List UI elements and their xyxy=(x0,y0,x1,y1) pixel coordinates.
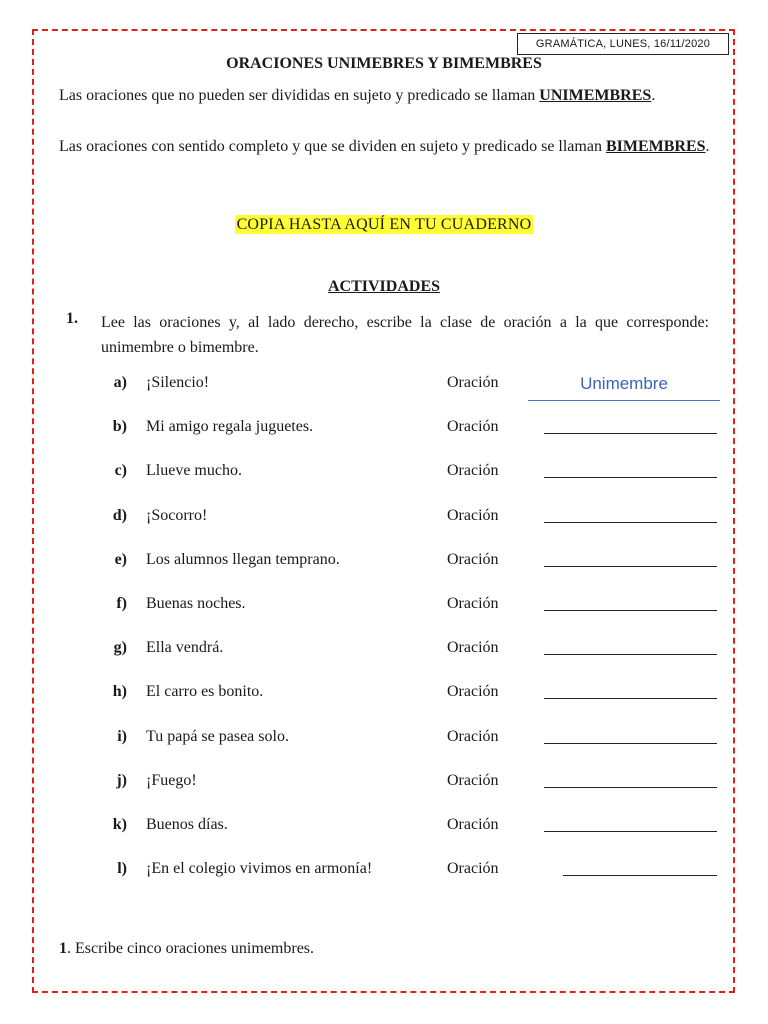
exercise-letter: e) xyxy=(114,551,127,568)
exercise-row xyxy=(0,728,768,750)
exercise-row xyxy=(0,860,768,882)
exercise-letter: k) xyxy=(112,816,127,833)
oracion-label: Oración xyxy=(447,418,499,435)
exercise-sentence: Buenas noches. xyxy=(146,595,246,612)
oracion-label: Oración xyxy=(447,772,499,789)
exercise-sentence: ¡Socorro! xyxy=(146,507,208,524)
oracion-label: Oración xyxy=(447,639,499,656)
exercise-letter: d) xyxy=(112,507,127,524)
answer-blank-line[interactable] xyxy=(544,654,717,655)
exercise-letter: h) xyxy=(112,683,127,700)
definition-punct: . xyxy=(705,138,710,155)
oracion-label: Oración xyxy=(447,551,499,568)
exercise-letter: l) xyxy=(117,860,127,877)
page-title: ORACIONES UNIMEBRES Y BIMEMBRES xyxy=(226,55,542,72)
answer-blank-line[interactable] xyxy=(544,566,717,567)
oracion-label: Oración xyxy=(447,860,499,877)
oracion-label: Oración xyxy=(447,683,499,700)
oracion-label: Oración xyxy=(447,507,499,524)
exercise-sentence: Tu papá se pasea solo. xyxy=(146,728,289,745)
exercise-sentence: Ella vendrá. xyxy=(146,639,224,656)
exercise-sentence: ¡Silencio! xyxy=(146,374,210,391)
answer-blank-line[interactable] xyxy=(544,787,717,788)
answer-blank-line[interactable] xyxy=(563,875,717,876)
oracion-label: Oración xyxy=(447,728,499,745)
definition-text: Las oraciones con sentido completo y que se dividen en sujeto y predicado se llaman xyxy=(59,138,606,155)
exercise-row xyxy=(0,507,768,529)
answer-blank-line[interactable] xyxy=(544,831,717,832)
definition-term: BIMEMBRES xyxy=(605,138,706,155)
question-instructions: Lee las oraciones y, al lado derecho, escribe la clase de oración a la que corresponde: unimembre o bimembre. xyxy=(101,314,709,356)
exercise-sentence: ¡Fuego! xyxy=(146,772,197,789)
exercise-row xyxy=(0,595,768,617)
answer-blank-line[interactable] xyxy=(544,522,717,523)
definition-text: Las oraciones que no pueden ser divididas en sujeto y predicado se llaman xyxy=(59,87,540,104)
footer-number: 1 xyxy=(59,940,67,957)
definition-bimembres xyxy=(59,136,719,158)
question-number: 1. xyxy=(66,310,78,327)
answer-blank-line[interactable] xyxy=(544,610,717,611)
exercise-row xyxy=(0,462,768,484)
definition-punct: . xyxy=(651,87,656,104)
exercise-sentence: El carro es bonito. xyxy=(146,683,264,700)
oracion-label: Oración xyxy=(447,595,499,612)
exercise-letter: a) xyxy=(113,374,127,391)
definition-unimembres xyxy=(59,85,719,107)
exercise-row xyxy=(0,772,768,794)
date-label: GRAMÁTICA, LUNES, 16/11/2020 xyxy=(535,38,711,50)
exercise-row xyxy=(0,639,768,661)
exercise-sentence: Buenos días. xyxy=(146,816,228,833)
footer-text: . Escribe cinco oraciones unimembres. xyxy=(67,940,315,957)
exercise-letter: j) xyxy=(116,772,127,789)
exercise-letter: f) xyxy=(116,595,127,612)
activities-title: ACTIVIDADES xyxy=(327,278,441,295)
answer-blank-line[interactable] xyxy=(544,743,717,744)
answer-blank-line[interactable] xyxy=(544,698,717,699)
answer-line-filled xyxy=(528,400,720,401)
answer-blank-line[interactable] xyxy=(544,433,717,434)
exercise-row xyxy=(0,418,768,440)
copy-notice xyxy=(0,216,768,234)
oracion-label: Oración xyxy=(447,374,499,391)
answer-blank-line[interactable] xyxy=(544,477,717,478)
exercise-sentence: ¡En el colegio vivimos en armonía! xyxy=(146,860,373,877)
exercise-row xyxy=(0,551,768,573)
exercise-sentence: Mi amigo regala juguetes. xyxy=(146,418,314,435)
exercise-row xyxy=(0,683,768,705)
oracion-label: Oración xyxy=(447,816,499,833)
exercise-sentence: Los alumnos llegan temprano. xyxy=(146,551,340,568)
exercise-letter: i) xyxy=(117,728,127,745)
definition-term: UNIMEMBRES xyxy=(539,87,652,104)
date-header-box xyxy=(517,33,729,55)
exercise-row xyxy=(0,816,768,838)
exercise-sentence: Llueve mucho. xyxy=(146,462,242,479)
exercise-letter: c) xyxy=(114,462,127,479)
exercise-letter: b) xyxy=(112,418,127,435)
copy-notice-highlight: COPIA HASTA AQUÍ EN TU CUADERNO xyxy=(236,216,532,233)
answer-handwritten: Unimembre xyxy=(580,374,668,393)
oracion-label: Oración xyxy=(447,462,499,479)
footer-instruction xyxy=(59,940,314,958)
exercise-letter: g) xyxy=(113,639,127,656)
